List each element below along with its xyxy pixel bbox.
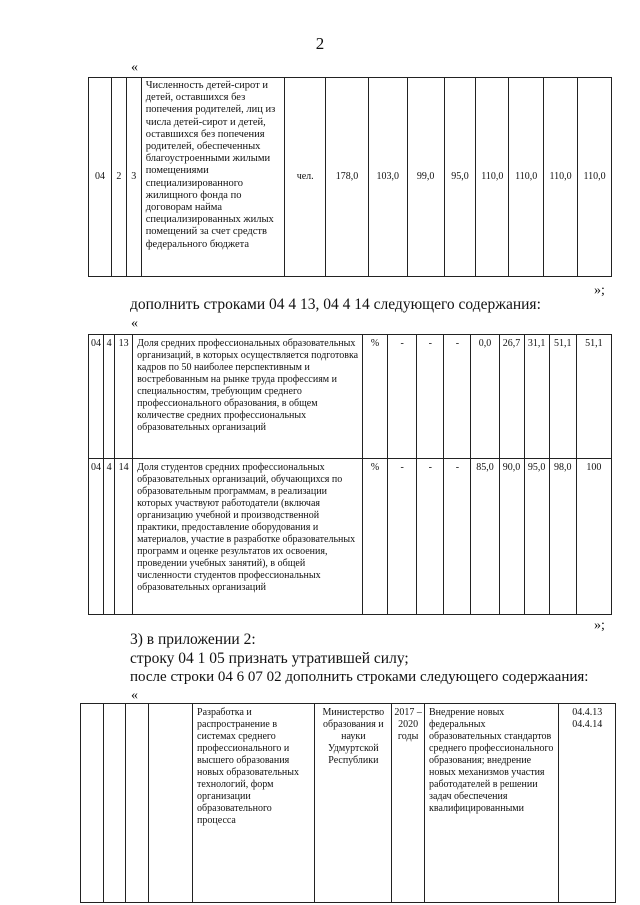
value-cell: 51,1 — [549, 335, 576, 459]
empty-cell — [126, 704, 149, 903]
unit-cell: % — [363, 459, 388, 615]
unit-cell: % — [363, 335, 388, 459]
value-cell: 110,0 — [509, 78, 544, 277]
code-cell-3: 3 — [126, 78, 141, 277]
value-cell: 99,0 — [407, 78, 444, 277]
value-cell: 95,0 — [444, 78, 476, 277]
code-cell-3: 13 — [115, 335, 133, 459]
indicator-text: Численность детей-сирот и детей, оставшихся без попечения родителей, лиц из числа детей-сирот и детей, оставшихся без попечения родителей, обеспеченных благоустроенными жилыми помещениями специализированного жилищного фонда по договорам найма специализированных жилых помещений за счет средств федерального бюджета — [141, 78, 285, 277]
value-cell: 110,0 — [544, 78, 578, 277]
link-code: 04.4.14 — [572, 719, 603, 730]
close-quote-2: »; — [594, 618, 605, 633]
indicator-text: Доля средних профессиональных образовательных организаций, в которых осуществляется подготовка кадров по 50 наиболее перспективным и востребованным на рынке труда профессиям и специальностям, требующим среднего профессионального образования, в общем количестве средних профессиональных образовательных организаций — [133, 335, 363, 459]
code-cell-1: 04 — [89, 78, 112, 277]
code-cell-2: 2 — [111, 78, 126, 277]
instruction-line-4: после строки 04 6 07 02 дополнить строками следующего содержаания: — [130, 669, 589, 685]
value-cell: - — [388, 335, 417, 459]
code-cell-2: 4 — [104, 459, 115, 615]
measures-table — [80, 703, 616, 903]
open-quote-3: « — [131, 688, 138, 703]
table-row — [89, 459, 612, 615]
value-cell: - — [388, 459, 417, 615]
value-cell: 95,0 — [524, 459, 549, 615]
table-row — [81, 704, 616, 903]
empty-cell — [81, 704, 104, 903]
result-text: Внедрение новых федеральных образовательных стандартов среднего профессионального образования; внедрение новых механизмов участия работодателей в решении задач обеспечения квалифицированными — [425, 704, 559, 903]
value-cell: 98,0 — [549, 459, 576, 615]
value-cell: 0,0 — [471, 335, 499, 459]
value-cell: 100 — [576, 459, 611, 615]
table-row — [89, 335, 612, 459]
period-text: 2017 – 2020 годы — [392, 704, 425, 903]
value-cell: 110,0 — [476, 78, 509, 277]
activity-text: Разработка и распространение в системах среднего профессионального и высшего образования новых образовательных технологий, форм организации образовательного процесса — [193, 704, 315, 903]
indicators-table-1 — [88, 77, 612, 277]
instruction-line-3: строку 04 1 05 признать утратившей силу; — [130, 650, 409, 667]
value-cell: 178,0 — [326, 78, 369, 277]
value-cell: 31,1 — [524, 335, 549, 459]
indicator-text: Доля студентов средних профессиональных образовательных организаций, обучающихся по образовательным программам, в реализации которых участвуют работодатели (включая организацию учебной и производственной практики, предоставление оборудования и материалов, участие в разработке образовательных программ и оценке результатов их освоения, проведении учебных занятий), в общей численности студентов профессиональных образовательных организаций — [133, 459, 363, 615]
link-code: 04.4.13 — [572, 707, 603, 718]
value-cell: 90,0 — [499, 459, 524, 615]
code-cell-3: 14 — [115, 459, 133, 615]
code-cell-1: 04 — [89, 459, 104, 615]
empty-cell — [103, 704, 126, 903]
open-quote-1: « — [131, 60, 138, 75]
value-cell: 51,1 — [576, 335, 611, 459]
unit-cell: чел. — [285, 78, 326, 277]
value-cell: - — [444, 335, 471, 459]
indicators-table-2 — [88, 334, 612, 615]
value-cell: 103,0 — [368, 78, 407, 277]
close-quote-1: »; — [594, 283, 605, 298]
instruction-line-2: 3) в приложении 2: — [130, 631, 256, 648]
value-cell: 85,0 — [471, 459, 499, 615]
value-cell: - — [444, 459, 471, 615]
open-quote-2: « — [131, 316, 138, 331]
empty-cell — [148, 704, 192, 903]
code-cell-1: 04 — [89, 335, 104, 459]
executor-text: Министерство образования и науки Удмуртской Республики — [315, 704, 392, 903]
links-cell — [559, 704, 616, 903]
value-cell: 26,7 — [499, 335, 524, 459]
page-number: 2 — [315, 34, 325, 53]
value-cell: 110,0 — [578, 78, 612, 277]
table-row — [89, 78, 612, 277]
value-cell: - — [417, 459, 444, 615]
code-cell-2: 4 — [104, 335, 115, 459]
value-cell: - — [417, 335, 444, 459]
instruction-line-1: дополнить строками 04 4 13, 04 4 14 следующего содержания: — [130, 296, 541, 313]
